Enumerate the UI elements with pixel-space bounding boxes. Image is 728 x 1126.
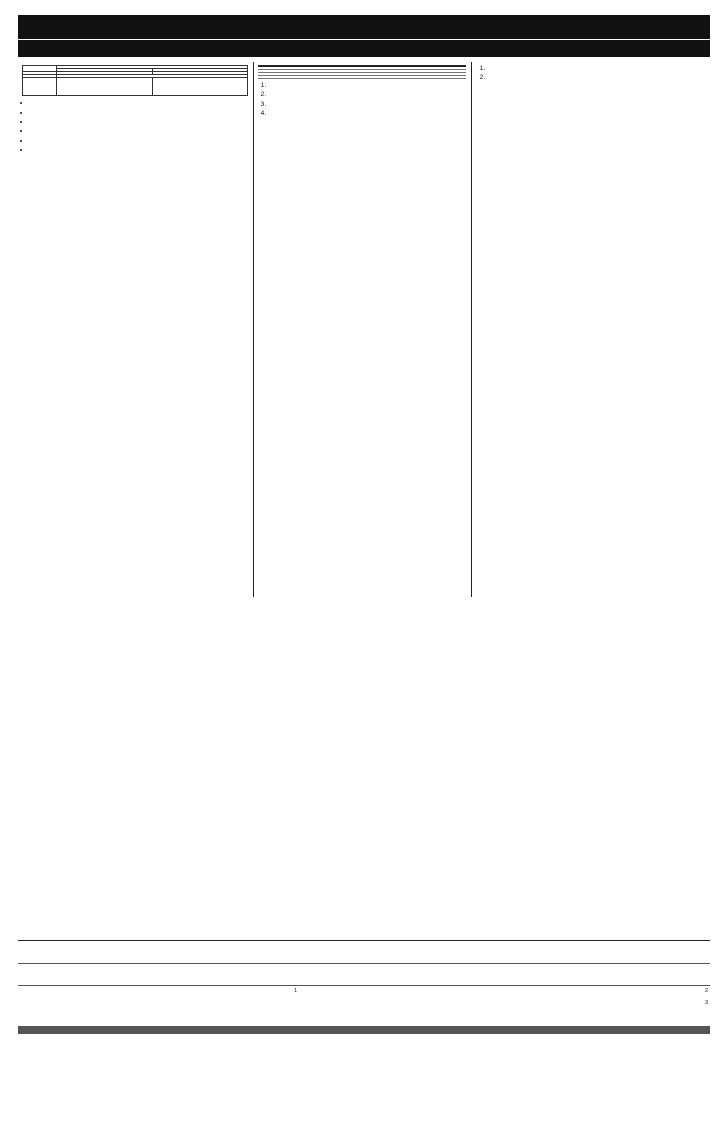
- mount-list: [30, 99, 248, 154]
- list-item: [487, 74, 709, 82]
- table-cell: [57, 78, 153, 96]
- led-table: [258, 65, 466, 79]
- spec-table: [18, 1024, 710, 1034]
- table-cell: [152, 78, 248, 96]
- spec-cell: [19, 1033, 192, 1034]
- steps-list: [268, 82, 466, 119]
- column-divider: [253, 62, 254, 597]
- list-item: [30, 118, 248, 126]
- column-register: [22, 62, 248, 158]
- row-label: [23, 78, 57, 96]
- list-item: [268, 82, 466, 90]
- spec-cell: [191, 1033, 364, 1034]
- list-item: [268, 91, 466, 99]
- table-cell: [304, 76, 466, 79]
- steps-list: [487, 65, 709, 83]
- header-bar: [18, 15, 710, 39]
- column-divider: [471, 62, 472, 597]
- language-bar: [18, 40, 710, 57]
- list-item: [30, 137, 248, 145]
- accessories-table: $^1$ $^2$ $^3$: [18, 940, 710, 1011]
- list-item: [268, 110, 466, 118]
- list-item: [487, 65, 709, 73]
- list-item: [30, 109, 248, 117]
- list-item: [30, 127, 248, 135]
- list-item: [268, 101, 466, 109]
- column-walktest: [258, 62, 466, 122]
- column-flashlight: [477, 62, 709, 86]
- loop-table: [22, 65, 248, 96]
- spec-value: [537, 1033, 710, 1034]
- spec-cell: [364, 1033, 537, 1034]
- list-item: [30, 99, 248, 107]
- table-cell: [258, 76, 304, 79]
- list-item: [30, 146, 248, 154]
